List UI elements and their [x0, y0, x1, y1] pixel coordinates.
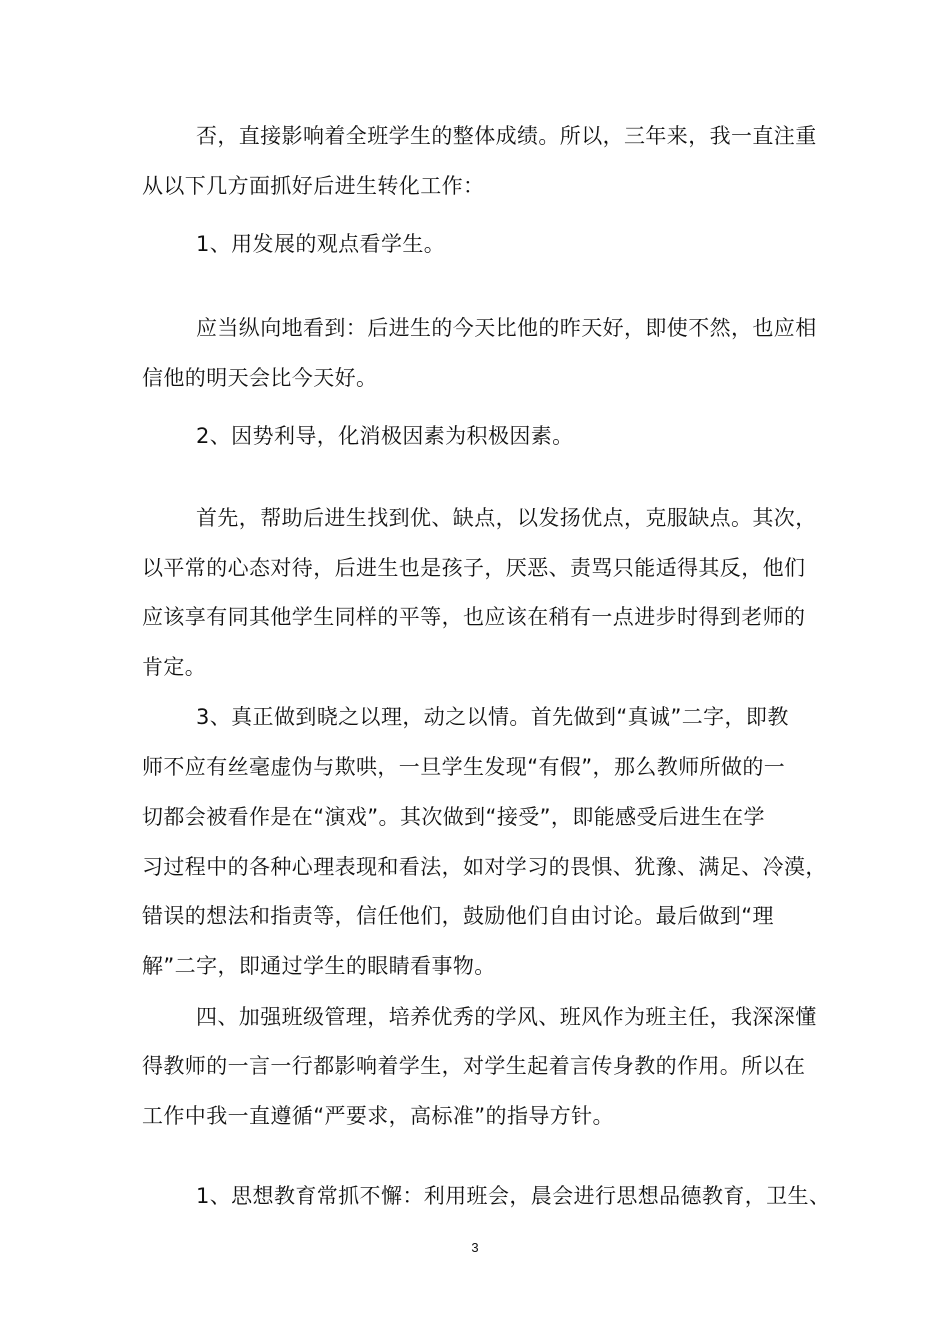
page-number: 3 [471, 1240, 479, 1255]
text-line: 工作中我一直遵循“严要求，高标准”的指导方针。 [142, 1104, 614, 1128]
text-line: 以平常的心态对待，后进生也是孩子，厌恶、责骂只能适得其反，他们 [142, 556, 806, 580]
text-line: 3、真正做到晓之以理，动之以情。首先做到“真诚”二字，即教 [196, 705, 789, 729]
text-line: 解”二字，即通过学生的眼睛看事物。 [142, 954, 496, 978]
text-line: 信他的明天会比今天好。 [142, 366, 378, 390]
text-line: 应该享有同其他学生同样的平等，也应该在稍有一点进步时得到老师的 [142, 605, 806, 629]
text-line: 1、思想教育常抓不懈：利用班会，晨会进行思想品德教育，卫生、 [196, 1184, 831, 1208]
text-line: 否，直接影响着全班学生的整体成绩。所以，三年来，我一直注重 [196, 124, 817, 148]
text-line: 从以下几方面抓好后进生转化工作： [142, 174, 485, 198]
text-line: 错误的想法和指责等，信任他们，鼓励他们自由讨论。最后做到“理 [142, 904, 774, 928]
text-line: 四、加强班级管理，培养优秀的学风、班风作为班主任，我深深懂 [196, 1005, 817, 1029]
text-line: 2、因势利导，化消极因素为积极因素。 [196, 424, 574, 448]
text-line: 应当纵向地看到：后进生的今天比他的昨天好，即使不然，也应相 [196, 316, 817, 340]
text-line: 得教师的一言一行都影响着学生，对学生起着言传身教的作用。所以在 [142, 1054, 806, 1078]
text-line: 师不应有丝毫虚伪与欺哄，一旦学生发现“有假”，那么教师所做的一 [142, 755, 786, 779]
text-line: 习过程中的各种心理表现和看法，如对学习的畏惧、犹豫、满足、冷漠， [142, 855, 827, 879]
text-line: 首先，帮助后进生找到优、缺点，以发扬优点，克服缺点。其次， [196, 506, 817, 530]
text-line: 肯定。 [142, 655, 207, 679]
text-line: 1、用发展的观点看学生。 [196, 232, 446, 256]
text-line: 切都会被看作是在“演戏”。其次做到“接受”，即能感受后进生在学 [142, 805, 765, 829]
